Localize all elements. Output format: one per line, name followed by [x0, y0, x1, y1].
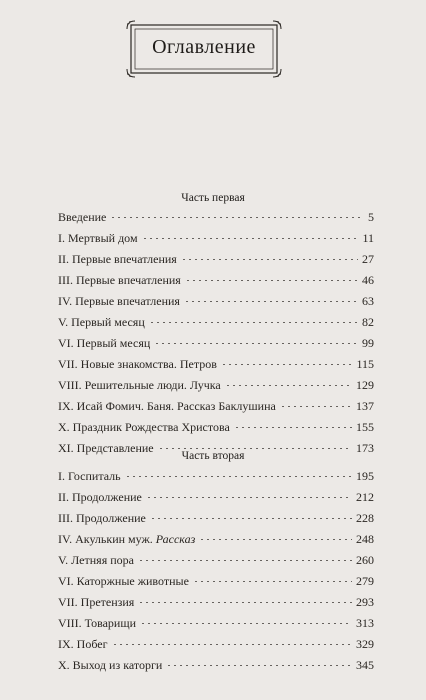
entry-page: 195 [356, 469, 374, 483]
entry-title: XI. Представление [58, 441, 154, 455]
entry-title: VI. Каторжные животные [58, 574, 189, 588]
toc-entry[interactable] [58, 466, 374, 487]
entry-page: 279 [356, 574, 374, 588]
toc-part-one [58, 207, 374, 459]
entry-title: IV. Первые впечатления [58, 294, 180, 308]
toc-entry[interactable] [58, 571, 374, 592]
entry-page: 260 [356, 553, 374, 567]
dot-leader [280, 406, 352, 407]
entry-page: 46 [362, 273, 374, 287]
entry-title: IX. Побег [58, 637, 108, 651]
dot-leader [199, 539, 352, 540]
toc-part-two [58, 466, 374, 676]
entry-title: I. Мертвый дом [58, 231, 138, 245]
toc-entry[interactable] [58, 655, 374, 676]
page-title: Оглавление [152, 36, 256, 58]
dot-leader [138, 560, 352, 561]
entry-page: 5 [368, 210, 374, 224]
entry-title: X. Праздник Рождества Христова [58, 420, 230, 434]
dot-leader [225, 385, 352, 386]
dot-leader [142, 238, 359, 239]
entry-title-italic: Рассказ [155, 532, 196, 546]
part-two-heading: Часть вторая [181, 450, 245, 462]
toc-entry[interactable] [58, 270, 374, 291]
toc-entry[interactable] [58, 634, 374, 655]
dot-leader [234, 427, 352, 428]
entry-page: 137 [356, 399, 374, 413]
dot-leader [110, 217, 364, 218]
entry-page: 345 [356, 658, 374, 672]
dot-leader [193, 581, 352, 582]
dot-leader [149, 322, 358, 323]
entry-title: VIII. Решительные люди. Лучка [58, 378, 221, 392]
toc-entry[interactable] [58, 312, 374, 333]
dot-leader [181, 259, 358, 260]
toc-entry[interactable] [58, 417, 374, 438]
dot-leader [184, 301, 358, 302]
entry-title: III. Первые впечатления [58, 273, 181, 287]
toc-entry[interactable] [58, 354, 374, 375]
entry-page: 11 [362, 231, 374, 245]
entry-title: VII. Претензия [58, 595, 135, 609]
entry-title: II. Первые впечатления [58, 252, 177, 266]
toc-entry[interactable] [58, 613, 374, 634]
dot-leader [150, 518, 352, 519]
entry-title: III. Продолжение [58, 511, 146, 525]
entry-title: VIII. Товарищи [58, 616, 136, 630]
entry-page: 212 [356, 490, 374, 504]
entry-title: X. Выход из каторги [58, 658, 163, 672]
toc-entry[interactable] [58, 207, 374, 228]
dot-leader [112, 644, 352, 645]
dot-leader [140, 623, 352, 624]
toc-entry[interactable] [58, 333, 374, 354]
entry-title: V. Летняя пора [58, 553, 134, 567]
entry-page: 248 [356, 532, 374, 546]
entry-page: 82 [362, 315, 374, 329]
entry-title: VII. Новые знакомства. Петров [58, 357, 217, 371]
entry-title: I. Госпиталь [58, 469, 121, 483]
dot-leader [125, 476, 352, 477]
toc-entry[interactable] [58, 375, 374, 396]
dot-leader [138, 602, 352, 603]
entry-page: 129 [356, 378, 374, 392]
dot-leader [146, 497, 352, 498]
toc-entry[interactable] [58, 550, 374, 571]
entry-title: Введение [58, 210, 107, 224]
toc-entry[interactable] [58, 291, 374, 312]
dot-leader [166, 665, 352, 666]
entry-title [58, 529, 195, 550]
toc-entry[interactable] [58, 228, 374, 249]
toc-entry[interactable] [58, 592, 374, 613]
entry-page: 329 [356, 637, 374, 651]
toc-entry[interactable] [58, 396, 374, 417]
title-frame [126, 20, 282, 78]
entry-title: V. Первый месяц [58, 315, 145, 329]
entry-page: 155 [356, 420, 374, 434]
toc-entry[interactable] [58, 529, 374, 550]
entry-page: 115 [356, 357, 374, 371]
entry-title: IX. Исай Фомич. Баня. Рассказ Баклушина [58, 399, 276, 413]
entry-title: II. Продолжение [58, 490, 142, 504]
toc-entry[interactable] [58, 487, 374, 508]
part-one-heading: Часть первая [181, 192, 245, 204]
toc-entry[interactable] [58, 249, 374, 270]
dot-leader [221, 364, 353, 365]
dot-leader [185, 280, 358, 281]
entry-page: 63 [362, 294, 374, 308]
entry-title: VI. Первый месяц [58, 336, 151, 350]
entry-page: 27 [362, 252, 374, 266]
entry-page: 173 [356, 441, 374, 455]
entry-page: 313 [356, 616, 374, 630]
toc-entry[interactable] [58, 508, 374, 529]
entry-page: 99 [362, 336, 374, 350]
entry-page: 293 [356, 595, 374, 609]
dot-leader [154, 343, 358, 344]
entry-title-text: IV. Акулькин муж. [58, 532, 153, 546]
dot-leader [158, 448, 352, 449]
entry-page: 228 [356, 511, 374, 525]
